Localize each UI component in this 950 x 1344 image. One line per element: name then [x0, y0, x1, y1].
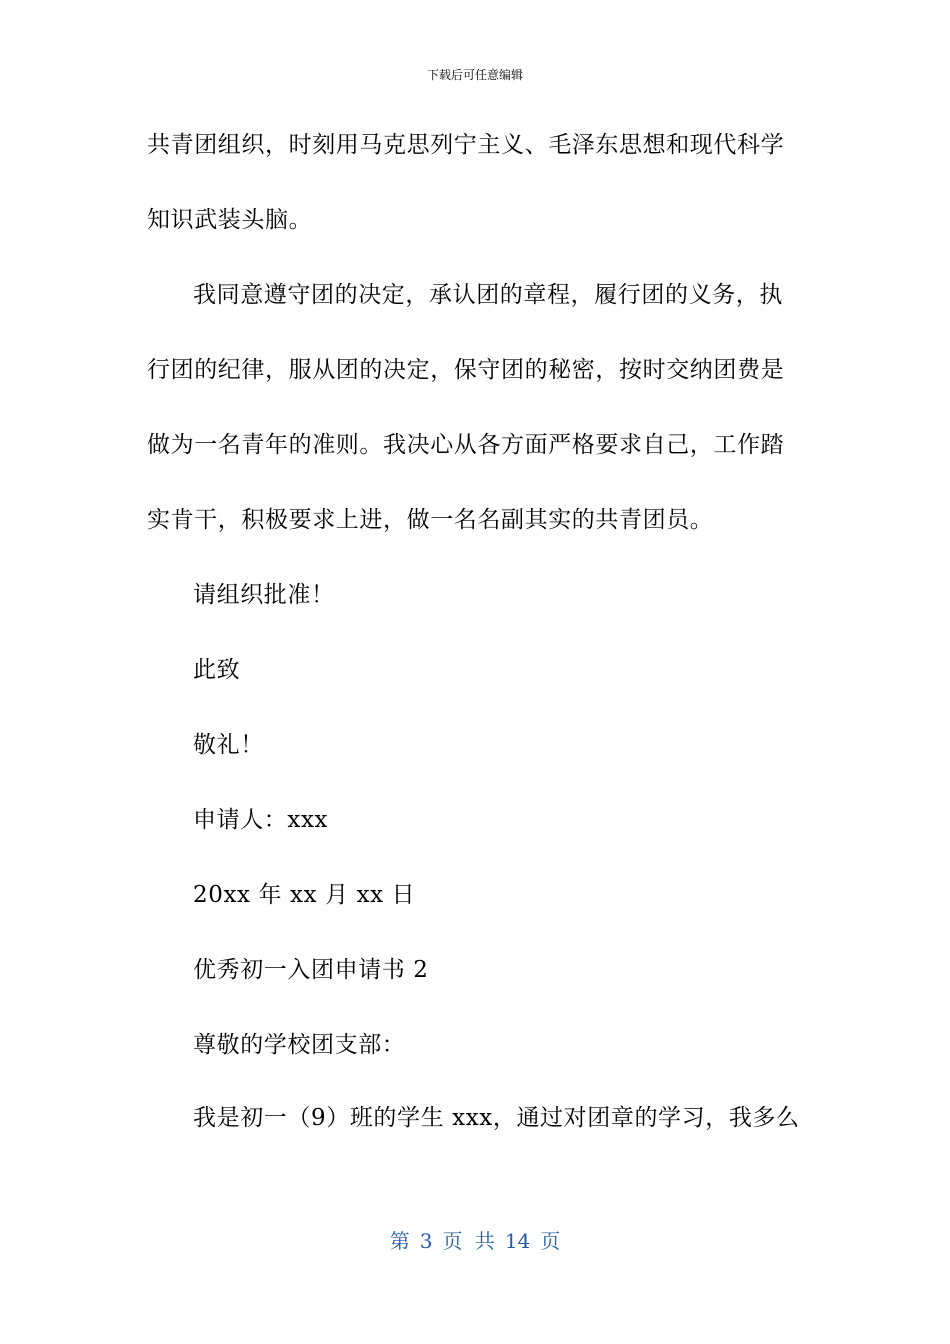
page-header: 下载后可任意编辑 [426, 68, 523, 82]
body-line: 共青团组织，时刻用马克思列宁主义、毛泽东思想和现代科学 [147, 132, 785, 158]
body-line: 20xx 年 xx 月 xx 日 [193, 882, 416, 908]
footer-suffix: 页 [540, 1229, 561, 1253]
page-footer [0, 1225, 950, 1254]
body-line: 我同意遵守团的决定，承认团的章程，履行团的义务，执 [193, 282, 783, 308]
body-line: 优秀初一入团申请书 2 [193, 957, 429, 983]
body-line: 敬礼！ [193, 732, 264, 758]
body-line: 实肯干，积极要求上进，做一名名副其实的共青团员。 [147, 507, 714, 533]
body-line: 此致 [193, 657, 241, 683]
body-line: 知识武装头脑。 [147, 207, 313, 233]
body-line: 行团的纪律，服从团的决定，保守团的秘密，按时交纳团费是 [147, 357, 785, 383]
body-line: 请组织批准！ [193, 582, 335, 608]
footer-mid: 页 共 [442, 1229, 495, 1253]
footer-prefix: 第 [389, 1229, 410, 1253]
body-line: 我是初一（9）班的学生 xxx，通过对团章的学习，我多么 [193, 1105, 800, 1131]
body-line: 尊敬的学校团支部： [193, 1032, 406, 1058]
footer-total-pages: 14 [504, 1229, 531, 1253]
footer-page-number: 3 [419, 1229, 433, 1253]
body-line: 申请人：xxx [193, 807, 329, 833]
body-line: 做为一名青年的准则。我决心从各方面严格要求自己，工作踏 [147, 432, 785, 458]
